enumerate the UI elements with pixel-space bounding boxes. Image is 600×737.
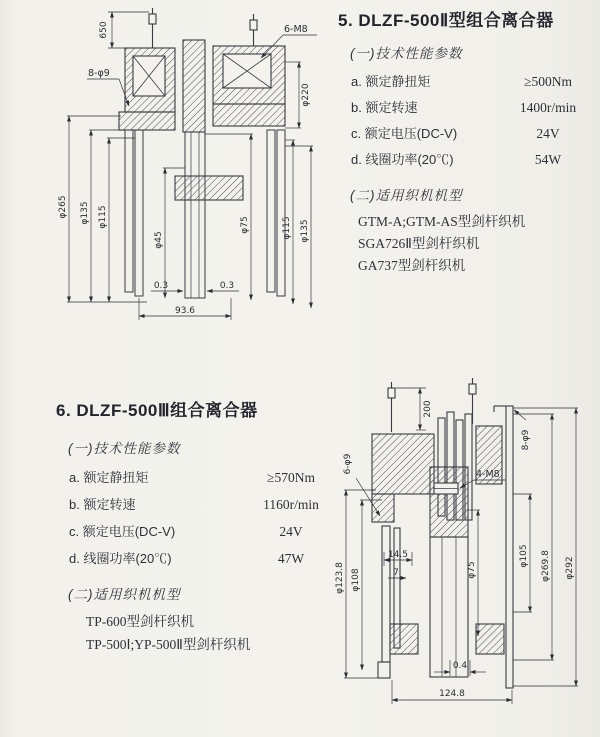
dim-6-m8: 6-M8 xyxy=(284,24,308,35)
dim-phi75: φ75 xyxy=(467,561,477,579)
clutch-2-cross-section-drawing xyxy=(55,0,335,345)
param-row xyxy=(351,147,598,173)
param-row xyxy=(351,95,598,121)
param-row xyxy=(351,69,598,95)
machine-model-line: SGA726Ⅱ型剑杆织机 xyxy=(358,236,480,251)
param-label: a. 额定静扭矩 xyxy=(351,74,431,89)
param-row xyxy=(69,464,341,491)
dim-8-phi9: 8-φ9 xyxy=(88,68,110,79)
dim-width-124-8: 124.8 xyxy=(439,689,465,699)
dim-phi220: φ220 xyxy=(301,83,311,107)
dim-phi108: φ108 xyxy=(351,568,361,592)
param-label: d. 线圈功率(20℃) xyxy=(69,551,172,566)
param-label: a. 额定静扭矩 xyxy=(69,470,149,485)
dim-phi115-right: φ115 xyxy=(282,216,292,240)
section-6-subhead-params: (一)技术性能参数 xyxy=(68,441,181,456)
param-label: c. 额定电压(DC-V) xyxy=(351,126,458,141)
dim-lead-200: 200 xyxy=(423,400,433,418)
machine-model-line: GA737型剑杆织机 xyxy=(358,258,466,273)
machine-model-line: TP-500Ⅰ;YP-500Ⅱ型剑杆织机 xyxy=(86,637,251,652)
dim-phi75-right: φ75 xyxy=(240,216,250,234)
section-5-subhead-params: (一)技术性能参数 xyxy=(350,46,463,61)
param-value: 54W xyxy=(534,152,562,167)
param-label: d. 线圈功率(20℃) xyxy=(351,152,454,167)
section-6-subhead-machines: (二)适用织机机型 xyxy=(68,587,181,602)
param-value: 1400r/min xyxy=(519,100,577,115)
dim-7: 7 xyxy=(393,568,399,578)
dim-phi135-right: φ135 xyxy=(300,219,310,243)
param-value: 1160r/min xyxy=(263,497,319,512)
param-label: b. 额定转速 xyxy=(69,497,136,512)
dim-phi123-8: φ123.8 xyxy=(335,562,345,594)
dim-phi292: φ292 xyxy=(565,556,575,580)
section-6 xyxy=(56,396,341,656)
dim-4-m8: 4-M8 xyxy=(476,469,500,480)
section-5 xyxy=(338,6,598,277)
dim-6-phi9: 6-φ9 xyxy=(343,453,353,475)
dim-phi265: φ265 xyxy=(58,195,68,219)
section-6-title: 6. DLZF-500Ⅲ组合离合器 xyxy=(56,401,258,420)
param-label: c. 额定电压(DC-V) xyxy=(69,524,176,539)
param-value: 47W xyxy=(277,551,305,566)
dim-phi135-left: φ135 xyxy=(80,201,90,225)
dim-14-5: 14.5 xyxy=(387,550,409,560)
dim-8-phi9: 8-φ9 xyxy=(521,429,531,451)
machine-model-line: TP-600型剑杆织机 xyxy=(86,614,194,629)
param-row xyxy=(69,491,341,518)
clutch-3-body xyxy=(372,378,513,688)
param-row xyxy=(351,121,598,147)
param-value: ≥570Nm xyxy=(267,470,315,485)
dim-gap-right: 0.3 xyxy=(219,281,235,291)
dim-width-93-6: 93.6 xyxy=(174,306,196,316)
section-5-subhead-machines: (二)适用织机机型 xyxy=(350,188,463,203)
machine-model-line: GTM-A;GTM-AS型剑杆织机 xyxy=(358,214,526,229)
dim-phi115-left: φ115 xyxy=(98,205,108,229)
dim-phi105: φ105 xyxy=(519,544,529,568)
clutch-2-body xyxy=(119,8,285,298)
dim-lead-650: 650 xyxy=(99,21,109,39)
section-5-title: 5. DLZF-500Ⅱ型组合离合器 xyxy=(338,11,554,30)
clutch-3-dimension-labels xyxy=(335,400,575,699)
dim-phi269-8: φ269.8 xyxy=(541,550,551,582)
dim-gap-0-4: 0.4 xyxy=(452,661,468,671)
dim-gap-left: 0.3 xyxy=(153,281,169,291)
dim-phi45: φ45 xyxy=(154,231,164,249)
param-label: b. 额定转速 xyxy=(351,100,418,115)
clutch-3-cross-section-drawing xyxy=(330,378,600,737)
param-value: ≥500Nm xyxy=(524,74,572,89)
param-value: 24V xyxy=(536,126,560,141)
param-row xyxy=(69,518,341,545)
param-row xyxy=(69,545,341,572)
param-value: 24V xyxy=(279,524,303,539)
